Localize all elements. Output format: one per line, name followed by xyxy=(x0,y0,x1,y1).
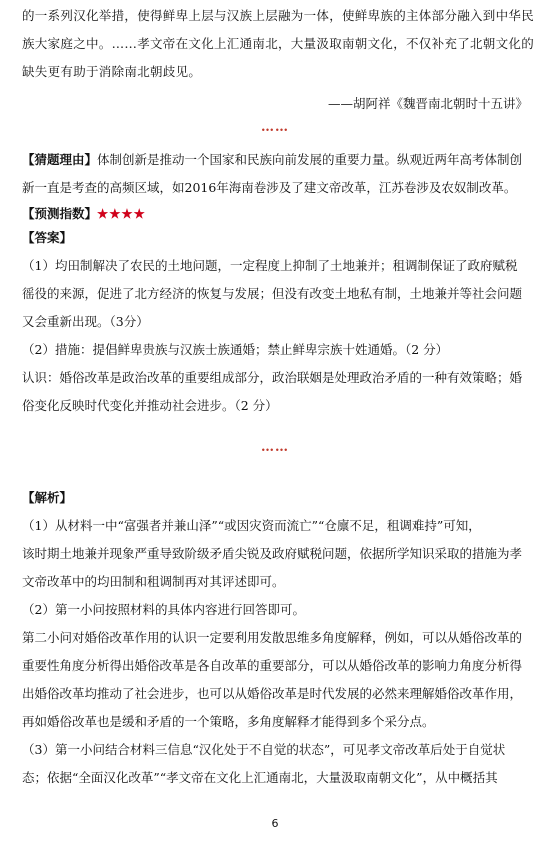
answer-line: 俗变化反映时代变化并推动社会进步。（2 分） xyxy=(22,398,278,413)
quote-line: 缺失更有助于消除南北朝歧见。 xyxy=(22,64,202,79)
star-rating: ★★★★ xyxy=(97,206,146,221)
answer-section xyxy=(22,224,532,420)
quote-line: 的一系列汉化举措，使得鲜卑上层与汉族上层融为一体，使鲜卑族的主体部分融入到中华民 xyxy=(22,8,535,23)
answer-line: 徭役的来源，促进了北方经济的恢复与发展；但没有改变土地私有制，土地兼并等社会问题 xyxy=(22,286,523,301)
reason-label: 【猜题理由】 xyxy=(22,152,98,167)
analysis-line: 该时期土地兼并现象严重导致阶级矛盾尖锐及政府赋税问题，依据所学知识采取的措施为孝 xyxy=(22,546,523,561)
section-ellipsis: …… xyxy=(261,120,289,135)
quote-citation: ——胡阿祥《魏晋南北朝时十五讲》 xyxy=(327,96,528,111)
quote-line: 族大家庭之中。……孝文帝在文化上汇通南北，大量汲取南朝文化，不仅补充了北朝文化的 xyxy=(22,36,535,51)
analysis-line: 态；依据“全面汉化改革”“孝文帝在文化上汇通南北，大量汲取南朝文化”，从中概括其 xyxy=(22,770,498,785)
quote-block xyxy=(22,2,535,86)
answer-line: 认识：婚俗改革是政治改革的重要组成部分，政治联姻是处理政治矛盾的一种有效策略；婚 xyxy=(22,370,523,385)
analysis-line: 第二小问对婚俗改革作用的认识一定要利用发散思维多角度解释，例如，可以从婚俗改革的 xyxy=(22,630,523,645)
section-ellipsis: …… xyxy=(261,440,289,455)
analysis-line: 重要性角度分析得出婚俗改革是各自改革的重要部分，可以从婚俗改革的影响力角度分析得 xyxy=(22,658,523,673)
analysis-line: （3）第一小问结合材料三信息“汉化处于不自觉的状态”，可见孝文帝改革后处于自觉状 xyxy=(22,742,506,757)
answer-line: （2）措施：提倡鲜卑贵族与汉族士族通婚；禁止鲜卑宗族十姓通婚。（2 分） xyxy=(22,342,449,357)
analysis-line: 文帝改革中的均田制和租调制再对其评述即可。 xyxy=(22,574,285,589)
analysis-line: （2）第一小问按照材料的具体内容进行回答即可。 xyxy=(22,602,305,617)
analysis-line: 再如婚俗改革也是缓和矛盾的一个策略，多角度解释才能得到多个采分点。 xyxy=(22,714,435,729)
prediction-label: 【预测指数】 xyxy=(22,206,98,221)
analysis-section xyxy=(22,484,532,792)
reason-section xyxy=(22,146,532,202)
answer-line: 又会重新出现。（3分） xyxy=(22,314,149,329)
reason-text: 新一直是考查的高频区域，如2016年海南卷涉及了建文帝改革，江苏卷涉及农奴制改革。 xyxy=(22,180,517,195)
analysis-line: （1）从材料一中“富强者并兼山泽”“或因灾资而流亡”“仓廪不足，租调难持”可知， xyxy=(22,518,481,533)
analysis-line: 出婚俗改革均推动了社会进步，也可以从婚俗改革是时代发展的必然来理解婚俗改革作用， xyxy=(22,686,523,701)
reason-text: 体制创新是推动一个国家和民族向前发展的重要力量。纵观近两年高考体制创 xyxy=(97,152,523,167)
page-number: 6 xyxy=(271,817,279,830)
answer-line: （1）均田制解决了农民的土地问题，一定程度上抑制了土地兼并；租调制保证了政府赋税 xyxy=(22,258,518,273)
answer-label: 【答案】 xyxy=(22,230,73,245)
analysis-label: 【解析】 xyxy=(22,490,73,505)
